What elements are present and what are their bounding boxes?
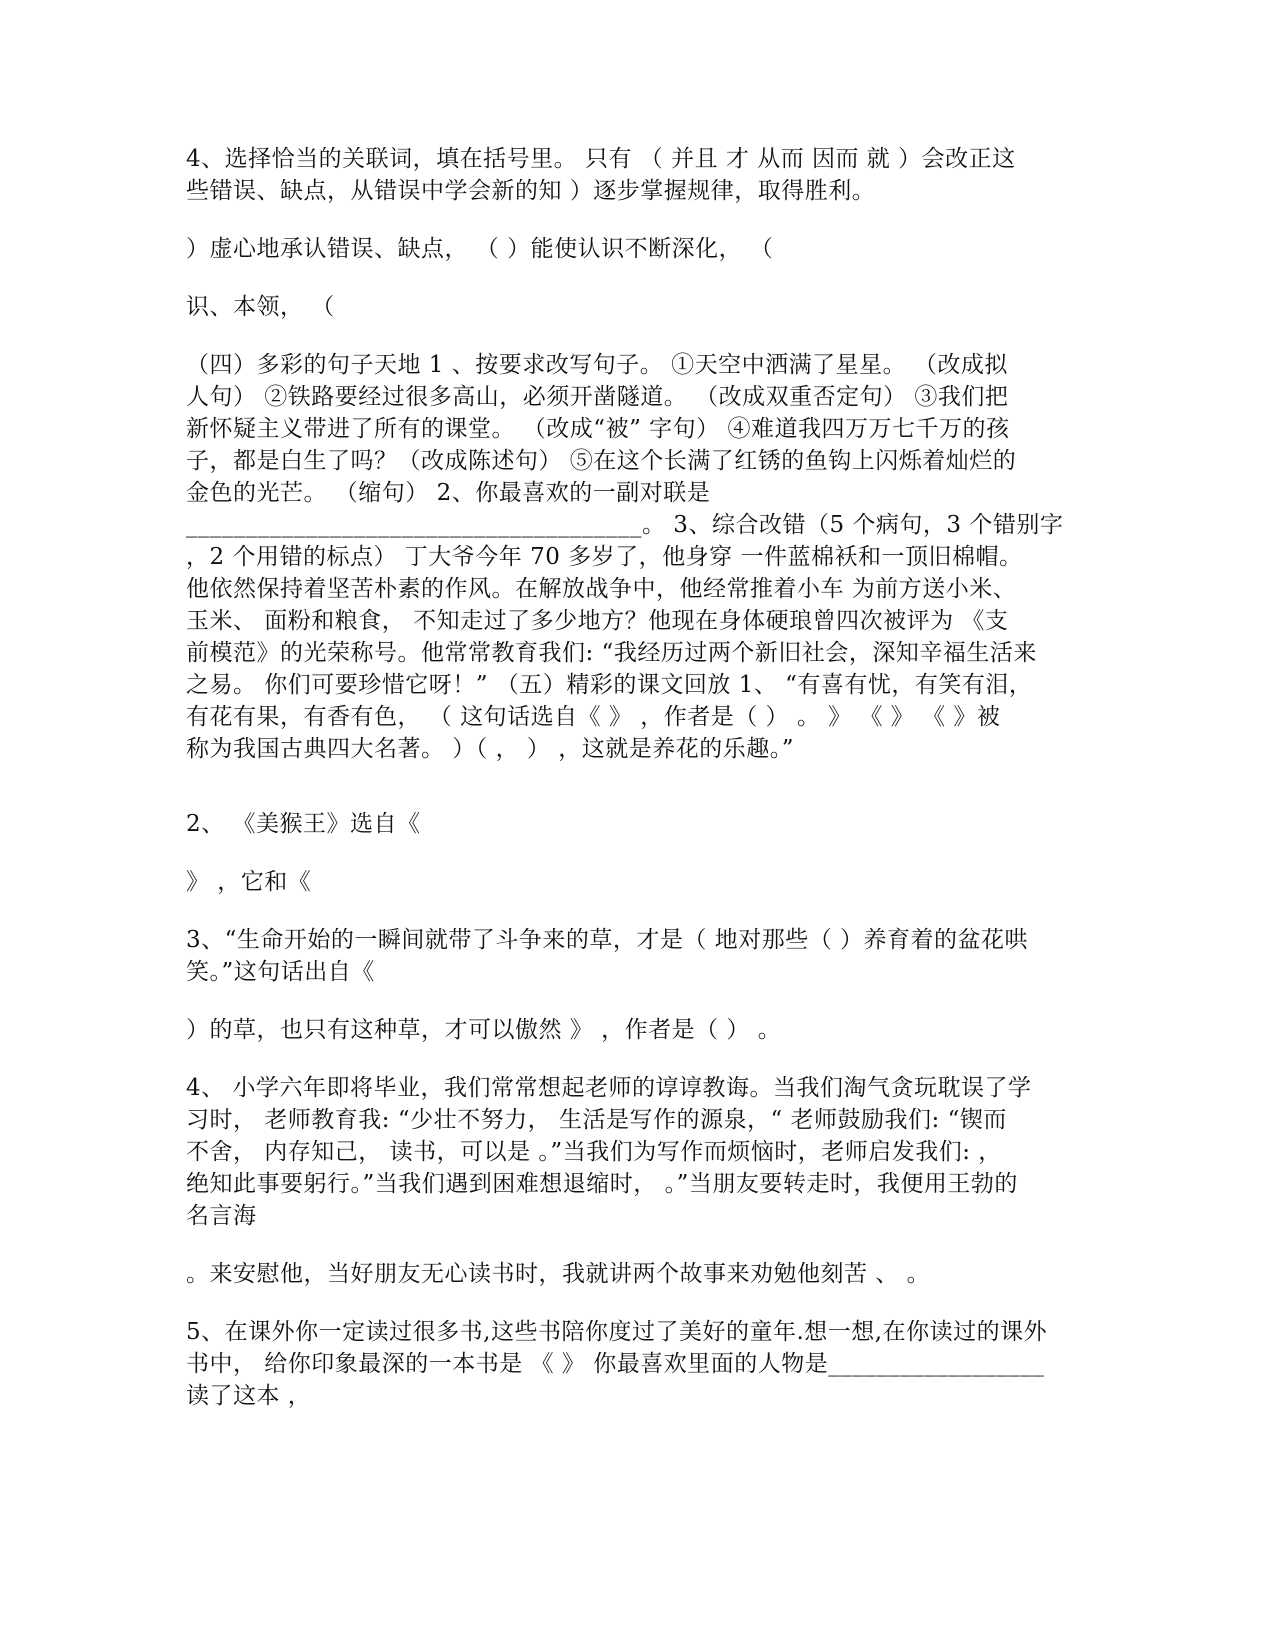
text-line: 习时， 老师教育我: “少壮不努力， 生活是写作的源泉，“ 老师鼓励我们: “锲而 [186, 1107, 1007, 1133]
text-line: 之易。 你们可要珍惜它呀！” （五）精彩的课文回放 1、 “有喜有忧，有笑有泪， [186, 672, 1033, 698]
text-line: ，2 个用错的标点） 丁大爷今年 70 多岁了，他身穿 一件蓝棉袄和一顶旧棉帽。 [186, 544, 1023, 570]
text-line: 他依然保持着坚苦朴素的作风。在解放战争中，他经常推着小车 为前方送小米、 [186, 576, 1017, 602]
question-5-books [186, 1316, 1096, 1412]
text-line: 书中， 给你印象最深的一本书是 《 》 你最喜欢里面的人物是__________________ [186, 1351, 1045, 1377]
text-line: 玉米、 面粉和粮食， 不知走过了多少地方？他现在身体硬琅曾四次被评为 《支 [186, 608, 1009, 634]
text-line: ______________________________________。 3、综合改错（5 个病句，3 个错别字 [186, 512, 1064, 538]
text-line: 》 ，它和《 [186, 869, 312, 895]
text-line: ）的草，也只有这种草，才可以傲然 》 ，作者是（ ） 。 [186, 1017, 782, 1043]
text-line: 5、在课外你一定读过很多书,这些书陪你度过了美好的童年.想一想,在你读过的课外 [186, 1319, 1048, 1345]
text-line: 4、选择恰当的关联词，填在括号里。 只有 （ 并且 才 从而 因而 就 ）会改正这 [186, 146, 1016, 172]
text-line: 称为我国古典四大名著。 ）（ ， ） ，这就是养花的乐趣。” [186, 736, 795, 762]
text-line: 不舍， 内存知己， 读书，可以是 。”当我们为写作而烦恼时，老师启发我们: ， [186, 1139, 1002, 1165]
text-line: 人句） ②铁路要经过很多高山，必须开凿隧道。 （改成双重否定句） ③我们把 [186, 384, 1009, 410]
text-line: 读了这本 ， [186, 1383, 312, 1409]
text-line: 前模范》的光荣称号。他常常教育我们: “我经历过两个新旧社会，深知辛福生活来 [186, 640, 1037, 666]
text-line: 。来安慰他，当好朋友无心读书时，我就讲两个故事来劝勉他刻苦 、 。 [186, 1261, 931, 1287]
text-line: 金色的光芒。 （缩句） 2、你最喜欢的一副对联是 [186, 480, 711, 506]
text-line: 笑。”这句话出自《 [186, 959, 375, 985]
section-4-sentences [186, 349, 1096, 765]
text-paragraph [186, 1258, 1096, 1290]
text-line: 3、“生命开始的一瞬间就带了斗争来的草，才是（ 地对那些（ ）养育着的盆花哄 [186, 927, 1029, 953]
text-paragraph [186, 808, 1096, 840]
text-line: 些错误、缺点，从错误中学会新的知 ）逐步掌握规律，取得胜利。 [186, 178, 876, 204]
question-4-conjunctions [186, 143, 1096, 207]
text-line: 子，都是白生了吗？（改成陈述句） ⑤在这个长满了红锈的鱼钩上闪烁着灿烂的 [186, 448, 1017, 474]
text-paragraph [186, 233, 1096, 265]
text-line: 名言海 [186, 1203, 257, 1229]
text-paragraph [186, 866, 1096, 898]
text-line: 新怀疑主义带进了所有的课堂。 （改成“被” 字句） ④难道我四万万七千万的孩 [186, 416, 1010, 442]
text-line: 4、 小学六年即将毕业，我们常常想起老师的谆谆教诲。当我们淘气贪玩耽误了学 [186, 1075, 1032, 1101]
text-line: 有花有果，有香有色， （ 这句话选自《 》 ，作者是（ ） 。 》 《 》 《 》被 [186, 704, 1001, 730]
text-line: 绝知此事要躬行。”当我们遇到困难想退缩时， 。”当朋友要转走时，我便用王勃的 [186, 1171, 1018, 1197]
text-line: 2、 《美猴王》选自《 [186, 811, 421, 837]
text-paragraph [186, 291, 1096, 323]
text-line: ）虚心地承认错误、缺点， （ ）能使认识不断深化， （ [186, 236, 774, 262]
text-line: 识、本领， （ [186, 294, 335, 320]
question-4-teachers [186, 1072, 1096, 1232]
text-paragraph [186, 1014, 1096, 1046]
text-line: （四）多彩的句子天地 1 、按要求改写句子。 ①天空中洒满了星星。 （改成拟 [186, 352, 1008, 378]
question-3-grass [186, 924, 1096, 988]
